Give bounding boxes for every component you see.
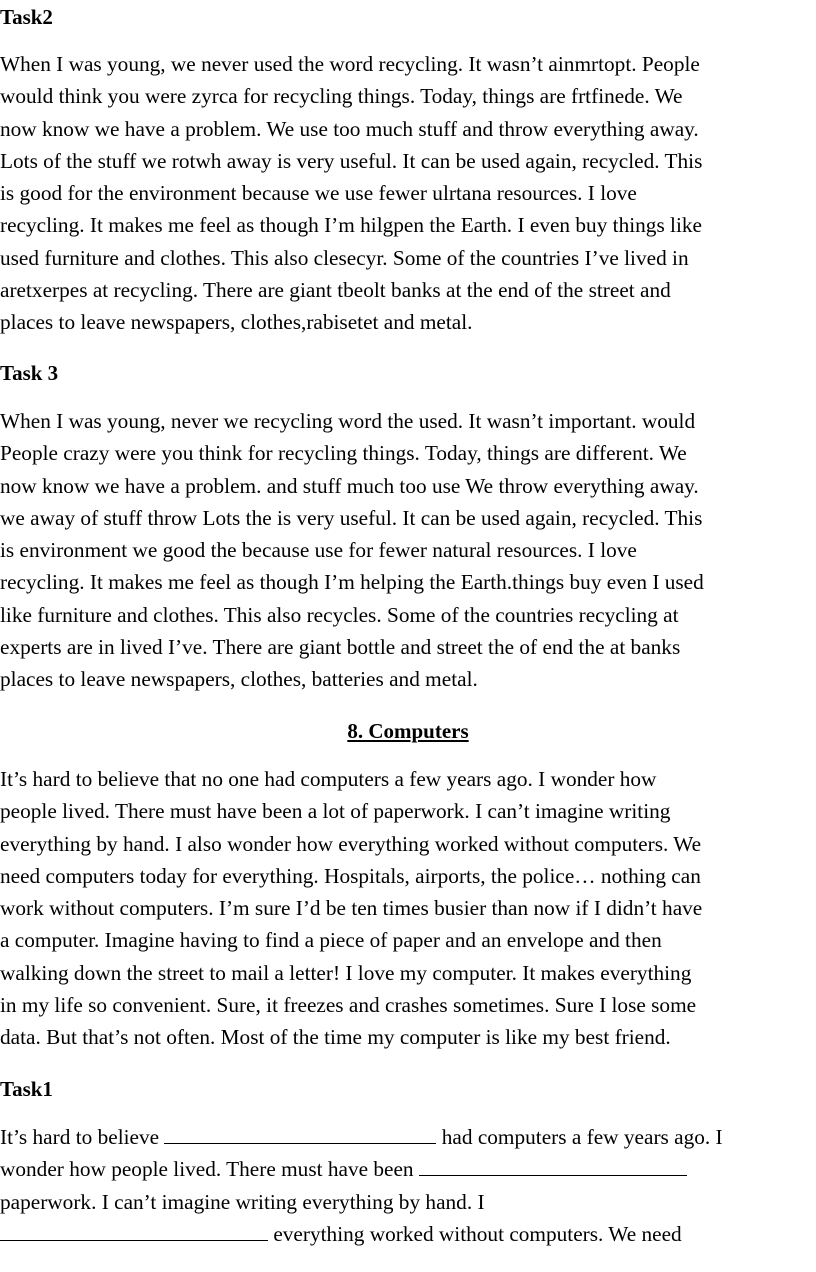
task1-line (0, 1218, 816, 1250)
fill-in-blank-3[interactable] (0, 1239, 268, 1241)
task1-text: everything worked without computers. We need (273, 1221, 682, 1246)
computers-line: need computers today for everything. Hospitals, airports, the police… nothing can (0, 863, 701, 888)
computers-line: in my life so convenient. Sure, it freezes and crashes sometimes. Sure I lose some (0, 993, 697, 1018)
task2-line: When I was young, we never used the word recycling. It wasn’t ainmrtopt. People (0, 52, 700, 76)
task2-line: now know we have a problem. We use too much stuff and throw everything away. (0, 116, 699, 141)
computers-line: everything by hand. I also wonder how everything worked without computers. We (0, 831, 702, 856)
task3-paragraph (0, 405, 816, 696)
computers-line: It’s hard to believe that no one had computers a few years ago. I wonder how (0, 767, 657, 791)
computers-line: walking down the street to mail a letter! I love my computer. It makes everything (0, 960, 692, 985)
task1-text: wonder how people lived. There must have been (0, 1157, 414, 1182)
task1-line (0, 1153, 816, 1185)
task1-line: paperwork. I can’t imagine writing everything by hand. I (0, 1189, 485, 1214)
task2-line: would think you were zyrca for recycling things. Today, things are frtfinede. We (0, 84, 683, 109)
task3-line: People crazy were you think for recycling things. Today, things are different. We (0, 441, 687, 466)
task3-line: we away of stuff throw Lots the is very useful. It can be used again, recycled. This (0, 505, 703, 530)
task3-line: like furniture and clothes. This also recycles. Some of the countries recycling at (0, 602, 679, 627)
computers-paragraph (0, 763, 816, 1054)
task3-line: When I was young, never we recycling word the used. It wasn’t important. would (0, 409, 696, 433)
computers-heading: 8. Computers (347, 719, 469, 743)
task1-paragraph (0, 1121, 816, 1250)
computers-line: work without computers. I’m sure I’d be ten times busier than now if I didn’t have (0, 896, 703, 921)
task3-line: places to leave newspapers, clothes, batteries and metal. (0, 667, 478, 692)
task1-text: It’s hard to believe (0, 1125, 160, 1149)
task2-line: recycling. It makes me feel as though I’m hilgpen the Earth. I even buy things like (0, 213, 702, 238)
task2-line: used furniture and clothes. This also clesecyr. Some of the countries I’ve lived in (0, 245, 689, 270)
fill-in-blank-2[interactable] (419, 1174, 687, 1176)
computers-line: a computer. Imagine having to find a piece of paper and an envelope and then (0, 928, 662, 953)
task2-line: is good for the environment because we use fewer ulrtana resources. I love (0, 181, 637, 206)
task3-line: is environment we good the because use for fewer natural resources. I love (0, 538, 637, 563)
computers-line: data. But that’s not often. Most of the time my computer is like my best friend. (0, 1025, 671, 1050)
task2-line: Lots of the stuff we rotwh away is very useful. It can be used again, recycled. This (0, 148, 703, 173)
task1-text: had computers a few years ago. I (441, 1125, 723, 1149)
task2-heading: Task2 (0, 5, 53, 29)
task3-heading: Task 3 (0, 361, 59, 385)
task2-line: places to leave newspapers, clothes,rabisetet and metal. (0, 310, 473, 335)
computers-line: people lived. There must have been a lot of paperwork. I can’t imagine writing (0, 799, 671, 824)
fill-in-blank-1[interactable] (164, 1142, 436, 1144)
task1-heading: Task1 (0, 1077, 53, 1101)
task1-line (0, 1121, 816, 1153)
task2-line: aretxerpes at recycling. There are giant tbeolt banks at the end of the street and (0, 278, 671, 303)
task3-line: recycling. It makes me feel as though I’m helping the Earth.things buy even I used (0, 570, 704, 595)
task3-line: experts are in lived I’ve. There are giant bottle and street the of end the at banks (0, 635, 681, 660)
task2-paragraph (0, 48, 816, 339)
task3-line: now know we have a problem. and stuff much too use We throw everything away. (0, 473, 699, 498)
